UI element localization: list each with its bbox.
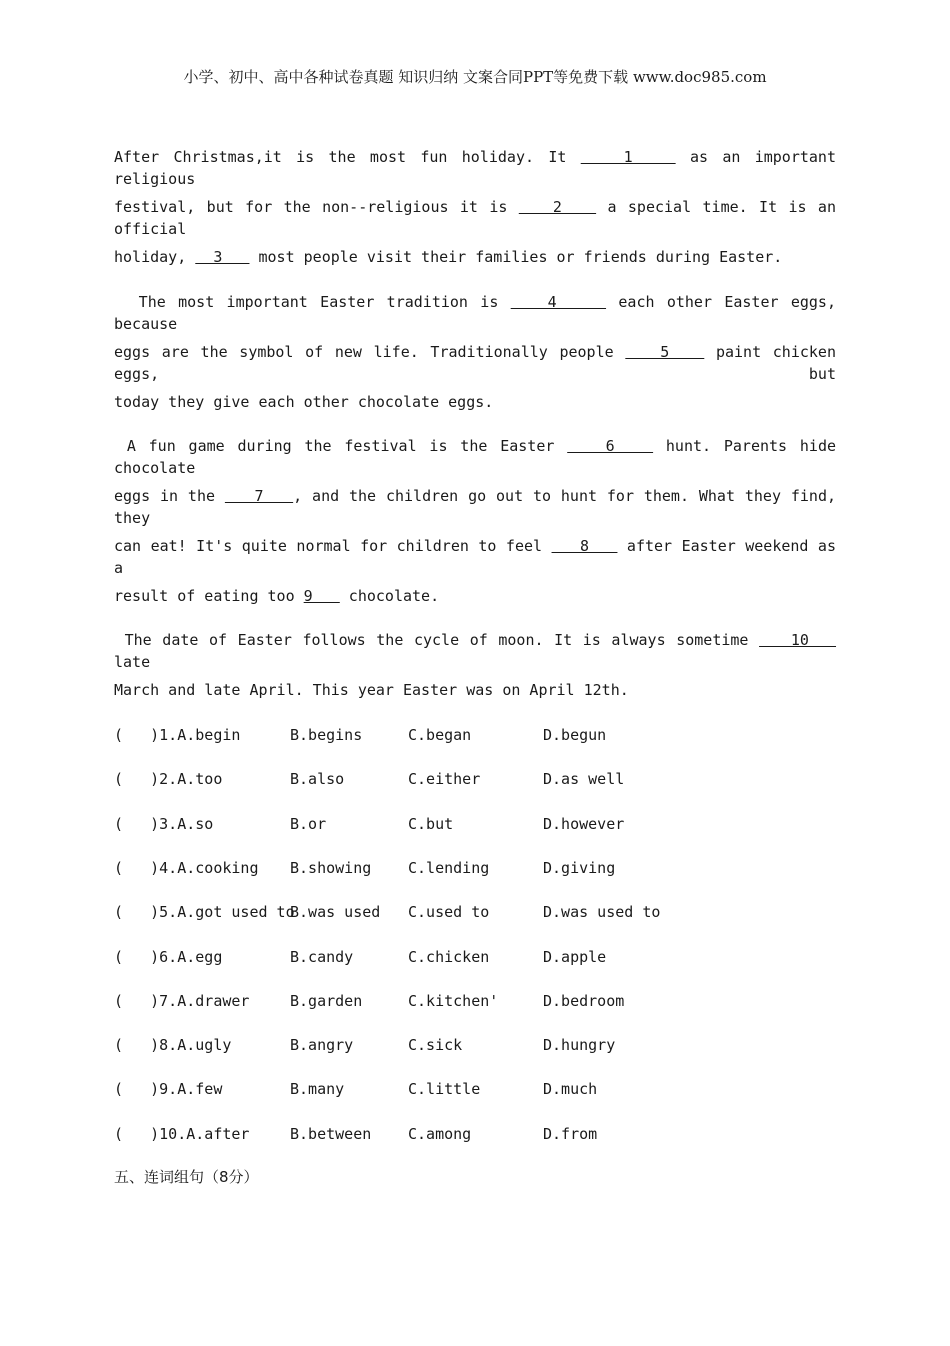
option-b: B.or	[290, 814, 327, 833]
passage-text: today they give each other chocolate eggs.	[114, 393, 494, 411]
passage-line	[114, 679, 836, 701]
passage-text: as an important religious	[114, 148, 846, 188]
answer-blank[interactable]: 5	[625, 343, 705, 361]
option-b: B.showing	[290, 858, 372, 877]
passage-line	[114, 435, 846, 479]
passage-line	[114, 246, 836, 268]
passage-line	[114, 146, 846, 190]
option-d: D.begun	[543, 726, 607, 744]
option-b: B.begins	[290, 726, 363, 744]
passage-text: eggs are the symbol of new life. Traditionally people	[114, 343, 626, 361]
option-c: C.little	[408, 1080, 481, 1099]
passage-line	[114, 585, 836, 607]
question-item: ( )6.A.egg	[114, 947, 223, 966]
option-c: C.kitchen'	[408, 991, 499, 1010]
passage-line	[114, 391, 836, 413]
answer-blank[interactable]: 8	[551, 537, 618, 555]
option-d: D.hungry	[543, 1036, 616, 1055]
question-item: ( )1.A.begin	[114, 726, 241, 744]
option-d: D.bedroom	[543, 991, 625, 1010]
passage-line	[114, 485, 846, 529]
question-item: ( )2.A.too	[114, 770, 223, 789]
option-c: C.chicken	[408, 947, 490, 966]
passage-text: hunt. Parents hide chocolate	[114, 437, 846, 477]
option-d: D.much	[543, 1080, 598, 1099]
option-d: D.as well	[543, 770, 625, 789]
question-item: ( )7.A.drawer	[114, 991, 250, 1010]
option-b: B.between	[290, 1124, 372, 1143]
answer-blank[interactable]: 10	[759, 631, 837, 649]
passage-text: a special time. It is an official	[114, 198, 846, 238]
passage-text: after Easter weekend as a	[114, 537, 846, 577]
option-d: D.however	[543, 814, 625, 833]
section-title: 五、连词组句（8分）	[114, 1168, 259, 1186]
question-item: ( )5.A.got used to	[114, 903, 295, 922]
option-b: B.garden	[290, 991, 363, 1010]
passage-text: festival, but for the non--religious it is	[114, 198, 519, 216]
option-c: C.sick	[408, 1036, 463, 1055]
passage-text: late	[114, 631, 846, 671]
answer-blank[interactable]: 4	[510, 293, 607, 311]
question-item: ( )4.A.cooking	[114, 858, 259, 877]
passage-text: can eat! It's quite normal for children to feel	[114, 537, 552, 555]
option-b: B.was used	[290, 903, 381, 922]
option-c: C.among	[408, 1124, 472, 1143]
passage-line	[114, 291, 846, 335]
option-d: D.apple	[543, 947, 607, 966]
question-item: ( )10.A.after	[114, 1124, 250, 1143]
option-d: D.giving	[543, 858, 616, 877]
passage-text: A fun game during the festival is the Easter	[114, 437, 568, 455]
question-item: ( )9.A.few	[114, 1080, 223, 1099]
passage-text: , and the children go out to hunt for them. What they find, they	[114, 487, 846, 527]
option-c: C.used to	[408, 903, 490, 922]
passage-text: each other Easter eggs, because	[114, 293, 846, 333]
option-b: B.angry	[290, 1036, 354, 1055]
passage-line	[114, 341, 846, 385]
option-c: C.either	[408, 770, 481, 789]
passage-line	[114, 629, 846, 673]
option-c: C.but	[408, 814, 454, 833]
passage-text: result of eating too	[114, 587, 304, 605]
option-c: C.lending	[408, 858, 490, 877]
passage-text: March and late April. This year Easter was on April 12th.	[114, 681, 629, 699]
page-header: 小学、初中、高中各种试卷真题 知识归纳 文案合同PPT等免费下载 www.doc985.com	[183, 68, 767, 86]
passage-text: The most important Easter tradition is	[114, 293, 511, 311]
passage-line	[114, 535, 846, 579]
option-c: C.began	[408, 726, 472, 744]
question-item: ( )3.A.so	[114, 814, 214, 833]
option-b: B.also	[290, 770, 345, 789]
question-item: ( )8.A.ugly	[114, 1036, 232, 1055]
passage-text: most people visit their families or friends during Easter.	[249, 248, 783, 266]
answer-blank[interactable]: 1	[580, 148, 676, 166]
passage-text: The date of Easter follows the cycle of moon. It is always sometime	[114, 631, 760, 649]
passage-text: holiday,	[114, 248, 196, 266]
answer-blank[interactable]: 6	[567, 437, 654, 455]
answer-blank[interactable]: 9	[303, 587, 340, 605]
option-d: D.was used to	[543, 903, 661, 922]
passage-text: After Christmas,it is the most fun holiday. It	[114, 148, 581, 166]
answer-blank[interactable]: 7	[224, 487, 294, 505]
option-b: B.candy	[290, 947, 354, 966]
answer-blank[interactable]: 3	[195, 248, 250, 266]
answer-blank[interactable]: 2	[518, 198, 597, 216]
passage-text: chocolate.	[339, 587, 440, 605]
passage-text: paint chicken eggs, but	[114, 343, 846, 383]
passage-line	[114, 196, 846, 240]
option-b: B.many	[290, 1080, 345, 1099]
option-d: D.from	[543, 1124, 598, 1143]
passage-text: eggs in the	[114, 487, 225, 505]
